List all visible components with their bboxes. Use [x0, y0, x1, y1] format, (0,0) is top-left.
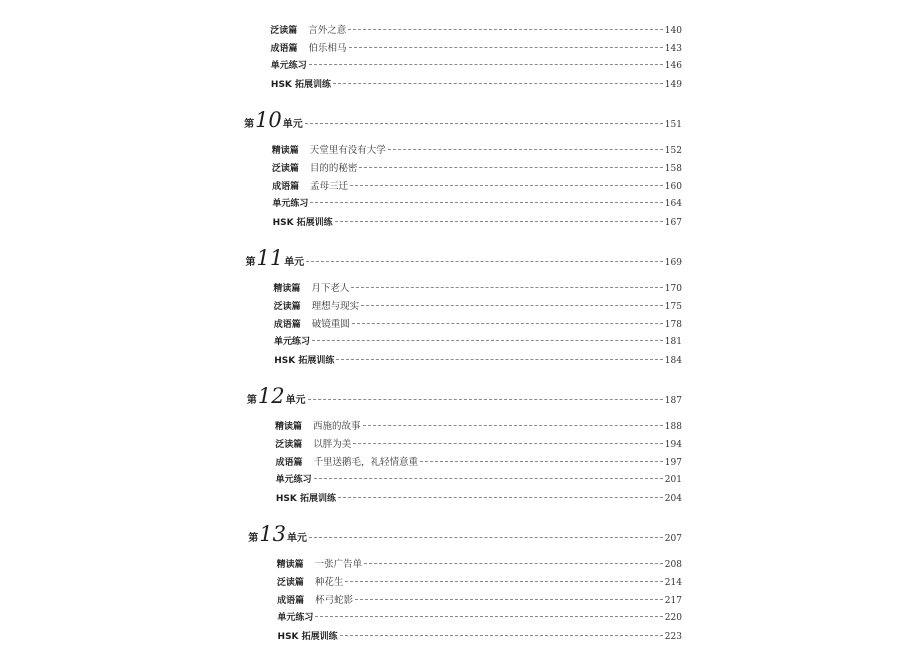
toc-entry [273, 280, 682, 298]
page-number: 160 [664, 182, 682, 193]
entry-category: 泛读篇 [271, 164, 299, 174]
toc-entry [272, 196, 682, 214]
toc-entry [278, 629, 682, 647]
unit-suffix: 单元 [284, 256, 305, 268]
page-number: 194 [664, 440, 682, 450]
page-number: 204 [664, 493, 682, 504]
entry-category: 精读篇 [276, 559, 304, 570]
toc-entry [277, 610, 682, 628]
leader-dots [388, 149, 663, 150]
toc-entry [272, 142, 682, 160]
toc-entry [276, 491, 682, 509]
unit-prefix: 第 [245, 256, 256, 268]
page-number: 214 [664, 578, 682, 588]
toc-entry [276, 472, 682, 490]
leader-dots [305, 123, 663, 124]
entry-title: 天堂里有没有大学 [309, 144, 386, 156]
entry-title: 目的的秘密 [309, 163, 358, 174]
toc-entry [275, 436, 682, 454]
page-number: 170 [664, 283, 682, 294]
entry-category: 精读篇 [275, 421, 303, 432]
unit-suffix: 单元 [282, 118, 303, 130]
toc-entry [274, 298, 682, 316]
leader-dots [310, 202, 662, 203]
leader-dots [363, 425, 663, 426]
unit-suffix: 单元 [285, 394, 306, 406]
toc-entry [273, 215, 682, 233]
entry-category: 成语篇 [270, 44, 298, 55]
toc-entry [271, 77, 682, 95]
page-number: 201 [664, 475, 682, 486]
page-number: 178 [664, 320, 682, 331]
leader-dots [315, 616, 662, 617]
entry-category: 成语篇 [272, 182, 300, 193]
leader-dots [338, 497, 663, 498]
leader-dots [312, 340, 663, 341]
page-number: 208 [664, 559, 682, 570]
entry-category: HSK 拓展训练 [270, 79, 332, 90]
toc-entry [274, 334, 682, 352]
page-number: 188 [664, 421, 682, 432]
page-number: 217 [664, 596, 682, 607]
entry-category: 单元练习 [270, 61, 307, 72]
unit-suffix: 单元 [286, 532, 307, 544]
entry-category: 泛读篇 [275, 440, 303, 450]
entry-category: 单元练习 [275, 475, 312, 486]
page-number: 184 [664, 355, 682, 366]
leader-dots [353, 443, 663, 444]
toc-entry [275, 418, 682, 436]
toc-entry [271, 58, 682, 76]
leader-dots [345, 581, 662, 582]
page-number: 143 [664, 44, 682, 55]
entry-title: 伯乐相马 [308, 43, 347, 55]
entry-category: 泛读篇 [276, 578, 304, 588]
page-number: 169 [664, 257, 682, 268]
entry-category: 精读篇 [273, 283, 301, 294]
entry-category: 成语篇 [277, 596, 305, 607]
entry-category: 单元练习 [277, 613, 314, 624]
leader-dots [336, 359, 662, 360]
page-number: 187 [664, 395, 682, 406]
unit-number: 12 [257, 383, 285, 408]
page-number: 207 [664, 533, 682, 544]
leader-dots [349, 47, 663, 48]
toc-entry [272, 160, 682, 178]
toc-entry [277, 574, 682, 592]
page-number: 140 [664, 26, 682, 36]
entry-title: 千里送鹅毛，礼轻情意重 [313, 457, 418, 469]
page-number: 167 [664, 217, 682, 228]
leader-dots [359, 167, 662, 168]
toc-unit-entry [248, 522, 682, 548]
toc-entry [272, 178, 682, 196]
entry-category: 泛读篇 [273, 302, 301, 312]
entry-category: HSK 拓展训练 [274, 355, 335, 366]
page-number: 197 [664, 458, 682, 469]
leader-dots [309, 537, 663, 538]
leader-dots [420, 461, 663, 462]
entry-title: 破镜重圆 [311, 319, 350, 331]
entry-title: 言外之意 [308, 25, 347, 36]
leader-dots [340, 635, 663, 636]
leader-dots [361, 305, 663, 306]
page-number: 158 [664, 164, 682, 174]
entry-title: 杯弓蛇影 [315, 595, 354, 607]
leader-dots [355, 599, 663, 600]
unit-prefix: 第 [246, 394, 257, 406]
toc-entry [274, 353, 682, 371]
entry-category: 单元练习 [272, 199, 309, 210]
toc-entry [270, 40, 682, 58]
leader-dots [350, 185, 663, 186]
entry-category: HSK 拓展训练 [275, 493, 336, 504]
entry-title: 孟母三迁 [310, 181, 349, 193]
entry-title: 一张广告单 [314, 558, 363, 570]
toc-entry [274, 316, 682, 334]
toc-unit-entry [244, 108, 682, 134]
leader-dots [306, 261, 663, 262]
leader-dots [364, 563, 663, 564]
entry-category: 成语篇 [273, 320, 301, 331]
page-number: 146 [664, 61, 682, 72]
page-number: 152 [664, 145, 682, 156]
unit-prefix: 第 [248, 532, 259, 544]
unit-number: 10 [255, 107, 282, 132]
leader-dots [309, 64, 663, 65]
unit-number: 13 [259, 521, 286, 546]
toc-unit-entry [247, 384, 682, 410]
leader-dots [351, 287, 662, 288]
entry-title: 理想与现实 [311, 301, 360, 312]
leader-dots [335, 221, 663, 222]
page-number: 175 [664, 302, 682, 312]
leader-dots [308, 399, 663, 400]
page-number: 181 [664, 337, 682, 348]
toc-entry [277, 556, 682, 574]
unit-number: 11 [256, 245, 284, 270]
entry-category: 单元练习 [274, 337, 311, 348]
entry-category: 泛读篇 [270, 26, 298, 36]
toc-entry [275, 454, 682, 472]
entry-title: 以胖为美 [313, 439, 352, 450]
page-number: 164 [664, 199, 682, 210]
entry-category: 成语篇 [275, 458, 303, 469]
entry-category: HSK 拓展训练 [277, 631, 338, 642]
leader-dots [352, 323, 663, 324]
toc-entry [277, 592, 682, 610]
toc-unit-entry [245, 246, 682, 272]
entry-title: 月下老人 [311, 282, 350, 294]
toc-entry [270, 22, 682, 40]
leader-dots [314, 478, 663, 479]
page-number: 149 [664, 79, 682, 90]
entry-title: 西施的故事 [313, 420, 361, 432]
unit-prefix: 第 [244, 118, 255, 130]
entry-category: 精读篇 [271, 145, 299, 156]
entry-title: 种花生 [314, 577, 344, 588]
page-number: 220 [664, 613, 682, 624]
leader-dots [348, 29, 663, 30]
leader-dots [333, 83, 663, 84]
entry-category: HSK 拓展训练 [272, 217, 333, 228]
page-number: 223 [664, 631, 682, 642]
page-number: 151 [664, 119, 682, 130]
